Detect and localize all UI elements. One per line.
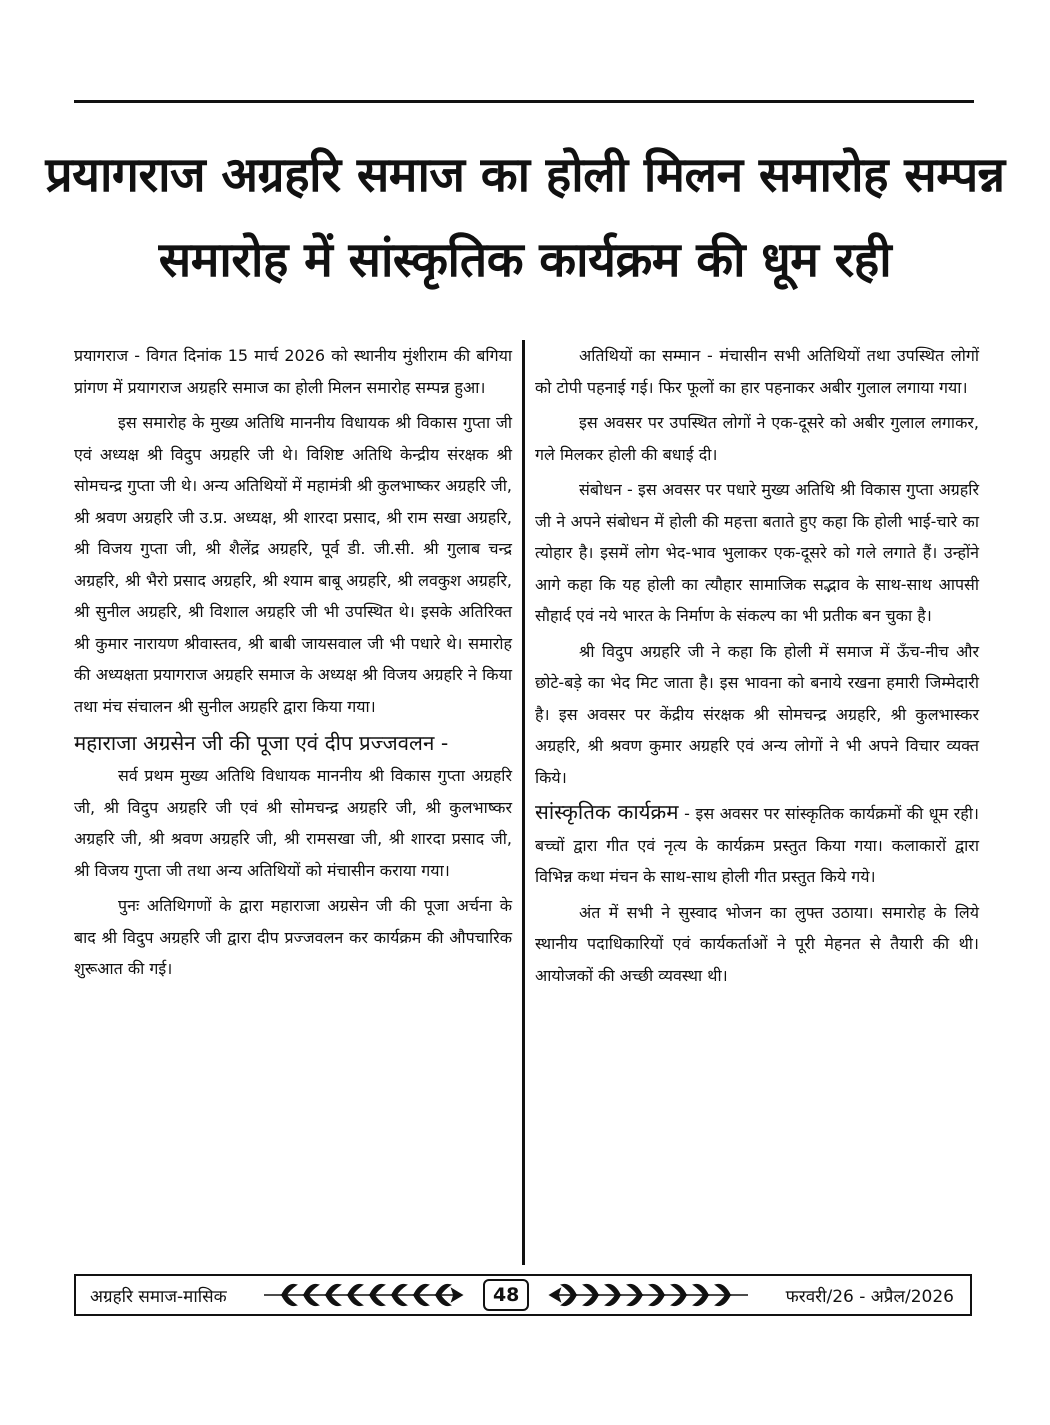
sambodhan-paragraph: संबोधन - इस अवसर पर पधारे मुख्य अतिथि श्री विकास गुप्ता अग्रहरि जी ने अपने संबोधन में होली की महत्ता बताते हुए कहा कि होली भाई-चारे का त्योहार है। इसमें लोग भेद-भाव भुलाकर एक-दूसरे को गले लगाते हैं। उन्होंने आगे कहा कि यह होली का त्यौहार सामाजिक सद्भाव के साथ-साथ आपसी सौहार्द एवं नये भारत के निर्माण के संकल्प का भी प्रतीक बन चुका है।	[535, 480, 979, 625]
puja-paragraph: सर्व प्रथम मुख्य अतिथि विधायक माननीय श्री विकास गुप्ता अग्रहरि जी, श्री विदुप अग्रहरि जी एवं श्री सोमचन्द्र अग्रहरि जी, श्री कुलभाष्कर अग्रहरि जी, श्री श्रवण अग्रहरि जी, श्री रामसखा जी, श्री शारदा प्रसाद जी, श्री विजय गुप्ता जी तथा अन्य अतिथियों को मंचासीन कराया गया।	[74, 766, 512, 880]
closing-paragraph: अंत में सभी ने सुस्वाद भोजन का लुफ्त उठाया। समारोह के लिये स्थानीय पदाधिकारियों एवं कार्यकर्ताओं ने पूरी मेहनत से तैयारी की थी। आयोजकों की अच्छी व्यवस्था थी।	[535, 902, 979, 985]
vidup-paragraph: श्री विदुप अग्रहरि जी ने कहा कि होली में समाज में ऊँच-नीच और छोटे-बड़े का भेद मिट जाता है। इस भावना को बनाये रखना हमारी जिम्मेदारी है। इस अवसर पर केंद्रीय संरक्षक श्री सोमचन्द्र अग्रहरि, श्री कुलभास्कर अग्रहरि, श्री श्रवण कुमार अग्रहरि एवं अन्य लोगों ने भी अपने विचार व्यक्त किये।	[535, 641, 979, 787]
section-heading-puja: महाराजा अग्रसेन जी की पूजा एवं दीप प्रज्जवलन -	[74, 731, 449, 755]
intro-paragraph: प्रयागराज - विगत दिनांक 15 मार्च 2026 को स्थानीय मुंशीराम की बगिया प्रांगण में प्रयागराज अग्रहरि समाज का होली मिलन समारोह सम्पन्न हुआ।	[74, 346, 512, 397]
column-divider	[522, 340, 525, 1265]
right-column	[535, 340, 979, 995]
issue-date: फरवरी/26 - अप्रैल/2026	[785, 1286, 954, 1307]
publication-name: अग्रहरि समाज-मासिक	[90, 1286, 227, 1307]
headline-line-1: प्रयागराज अग्रहरि समाज का होली मिलन समारोह सम्पन्न	[45, 147, 1005, 203]
left-column	[74, 340, 512, 989]
top-rule	[74, 100, 974, 103]
page-footer	[74, 1274, 972, 1316]
sammaan-paragraph: अतिथियों का सम्मान - मंचासीन सभी अतिथियों तथा उपस्थित लोगों को टोपी पहनाई गई। फिर फूलों का हार पहनाकर अबीर गुलाल लगाया गया।	[535, 346, 979, 397]
vine-ornament-icon	[227, 1279, 786, 1311]
page-number: 48	[483, 1279, 529, 1311]
deep-prajwalan-paragraph: पुनः अतिथिगणों के द्वारा महाराजा अग्रसेन जी की पूजा अर्चना के बाद श्री विदुप अग्रहरि जी द्वारा दीप प्रज्जवलन कर कार्यक्रम की औपचारिक शुरूआत की गई।	[74, 896, 512, 978]
cultural-heading: सांस्कृतिक कार्यक्रम	[535, 800, 679, 824]
abir-paragraph: इस अवसर पर उपस्थित लोगों ने एक-दूसरे को अबीर गुलाल लगाकर, गले मिलकर होली की बधाई दी।	[535, 413, 979, 464]
cultural-paragraph	[535, 797, 979, 893]
cultural-text: - इस अवसर पर सांस्कृतिक कार्यक्रमों की धूम रही। बच्चों द्वारा गीत एवं नृत्य के कार्यक्रम प्रस्तुत किया गया। कलाकारों द्वारा विभिन्न कथा मंचन के साथ-साथ होली गीत प्रस्तुत किये गये।	[535, 804, 979, 886]
headline-line-2: समारोह में सांस्कृतिक कार्यक्रम की धूम रही	[158, 232, 892, 288]
guests-paragraph: इस समारोह के मुख्य अतिथि माननीय विधायक श्री विकास गुप्ता जी एवं अध्यक्ष श्री विदुप अग्रहरि जी थे। विशिष्ट अतिथि केन्द्रीय संरक्षक श्री सोमचन्द्र गुप्ता जी थे। अन्य अतिथियों में महामंत्री श्री कुलभाष्कर अग्रहरि जी, श्री श्रवण अग्रहरि जी उ.प्र. अध्यक्ष, श्री शारदा प्रसाद, श्री राम सखा अग्रहरि, श्री विजय गुप्ता जी, श्री शैलेंद्र अग्रहरि, पूर्व डी. जी.सी. श्री गुलाब चन्द्र अग्रहरि, श्री भैरो प्रसाद अग्रहरि, श्री श्याम बाबू अग्रहरि, श्री लवकुश अग्रहरि, श्री सुनील अग्रहरि, श्री विशाल अग्रहरि जी भी उपस्थित थे। इसके अतिरिक्त श्री कुमार नारायण श्रीवास्तव, श्री बाबी जायसवाल जी भी पधारे थे। समारोह की अध्यक्षता प्रयागराज अग्रहरि समाज के अध्यक्ष श्री विजय अग्रहरि ने किया तथा मंच संचालन श्री सुनील अग्रहरि द्वारा किया गया।	[74, 413, 512, 716]
